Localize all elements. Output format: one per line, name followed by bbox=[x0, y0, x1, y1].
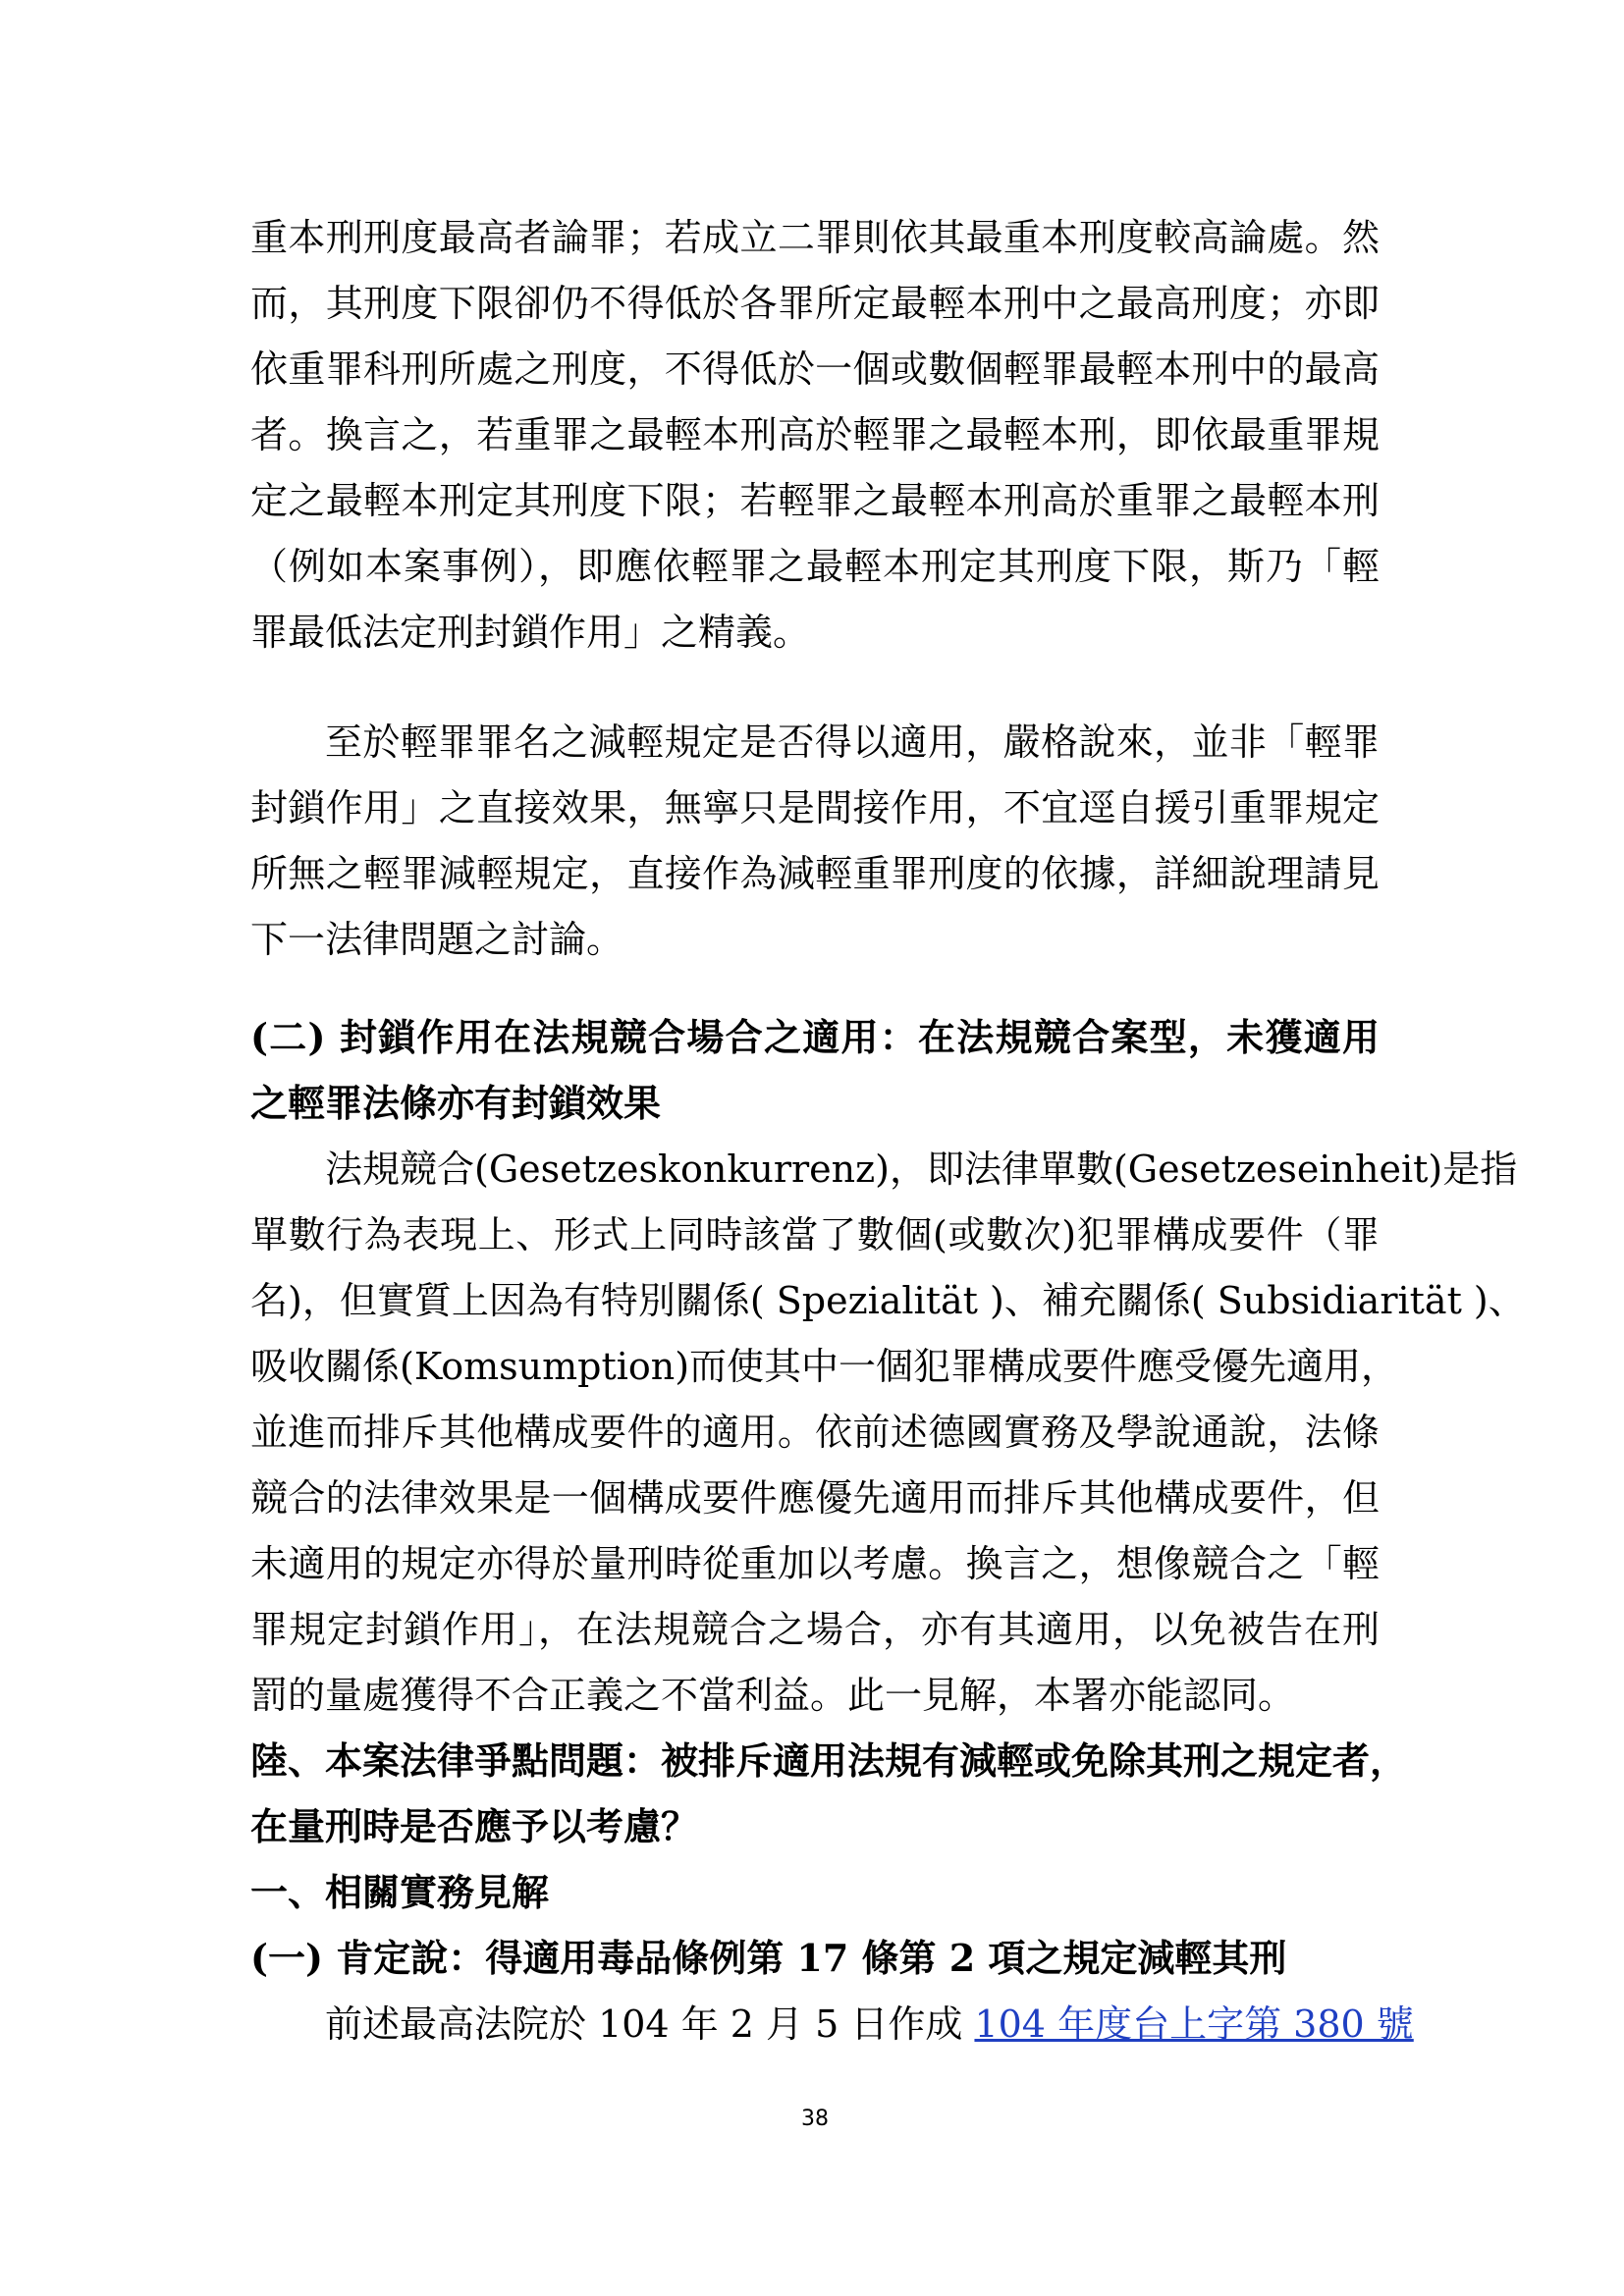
paragraph-3-line-3: 名)，但實質上因為有特別關係( Spezialität )、補充關係( Subsidiarität )、 bbox=[250, 1279, 1526, 1322]
paragraph-3-line-1: 法規競合(Gesetzeskonkurrenz)，即法律單數(Gesetzeseinheit)是指 bbox=[325, 1148, 1518, 1191]
paragraph-1-line-7: 罪最低法定刑封鎖作用」之精義。 bbox=[250, 611, 811, 654]
paragraph-3-line-6: 競合的法律效果是一個構成要件應優先適用而排斥其他構成要件，但 bbox=[250, 1476, 1380, 1520]
paragraph-1-line-4: 者。換言之，若重罪之最輕本刑高於輕罪之最輕本刑，即依最重罪規 bbox=[250, 413, 1380, 456]
section-heading-lu-line-1: 陸、本案法律爭點問題：被排斥適用法規有減輕或免除其刑之規定者， bbox=[250, 1738, 1408, 1783]
paragraph-3-line-9: 罰的量處獲得不合正義之不當利益。此一見解，本署亦能認同。 bbox=[250, 1674, 1296, 1717]
paragraph-2-line-1: 至於輕罪罪名之減輕規定是否得以適用，嚴格說來，並非「輕罪 bbox=[325, 721, 1380, 764]
paragraph-3-line-2: 單數行為表現上、形式上同時該當了數個(或數次)犯罪構成要件（罪 bbox=[250, 1213, 1380, 1256]
paragraph-4-text: 前述最高法院於 104 年 2 月 5 日作成 bbox=[325, 2002, 975, 2046]
section-heading-lu-line-2: 在量刑時是否應予以考慮？ bbox=[250, 1804, 699, 1848]
paragraph-3-line-8: 罪規定封鎖作用」，在法規競合之場合，亦有其適用，以免被告在刑 bbox=[250, 1608, 1380, 1651]
subsection-heading-1: 一、相關實務見解 bbox=[250, 1870, 550, 1914]
paragraph-4-line-1 bbox=[250, 1995, 1414, 2054]
section-heading-2-line-2: 之輕罪法條亦有封鎖效果 bbox=[250, 1081, 662, 1125]
subsection-heading-1-1: (一) 肯定說：得適用毒品條例第 17 條第 2 項之規定減輕其刑 bbox=[250, 1936, 1287, 1980]
paragraph-3-line-4: 吸收關係(Komsumption)而使其中一個犯罪構成要件應受優先適用， bbox=[250, 1345, 1399, 1388]
paragraph-3-line-5: 並進而排斥其他構成要件的適用。依前述德國實務及學說通說，法條 bbox=[250, 1411, 1380, 1454]
paragraph-1-line-3: 依重罪科刑所處之刑度，不得低於一個或數個輕罪最輕本刑中的最高 bbox=[250, 347, 1380, 391]
paragraph-1-line-1: 重本刑刑度最高者論罪；若成立二罪則依其最重本刑度較高論處。然 bbox=[250, 216, 1380, 259]
section-heading-2-line-1: (二) 封鎖作用在法規競合場合之適用：在法規競合案型，未獲適用 bbox=[250, 1015, 1380, 1059]
page-number: 38 bbox=[801, 2107, 829, 2131]
paragraph-1-line-5: 定之最輕本刑定其刑度下限；若輕罪之最輕本刑高於重罪之最輕本刑 bbox=[250, 479, 1380, 522]
paragraph-2-line-2: 封鎖作用」之直接效果，無寧只是間接作用，不宜逕自援引重罪規定 bbox=[250, 786, 1380, 829]
paragraph-1-line-2: 而，其刑度下限卻仍不得低於各罪所定最輕本刑中之最高刑度；亦即 bbox=[250, 282, 1380, 325]
paragraph-1-line-6: （例如本案事例），即應依輕罪之最輕本刑定其刑度下限，斯乃「輕 bbox=[250, 545, 1380, 588]
paragraph-2-line-3: 所無之輕罪減輕規定，直接作為減輕重罪刑度的依據，詳細說理請見 bbox=[250, 852, 1380, 895]
paragraph-2-line-4: 下一法律問題之討論。 bbox=[250, 918, 624, 961]
paragraph-3-line-7: 未適用的規定亦得於量刑時從重加以考慮。換言之，想像競合之「輕 bbox=[250, 1542, 1380, 1585]
document-page bbox=[250, 0, 1526, 2296]
court-ruling-link[interactable]: 104 年度台上字第 380 號 bbox=[974, 2002, 1414, 2046]
